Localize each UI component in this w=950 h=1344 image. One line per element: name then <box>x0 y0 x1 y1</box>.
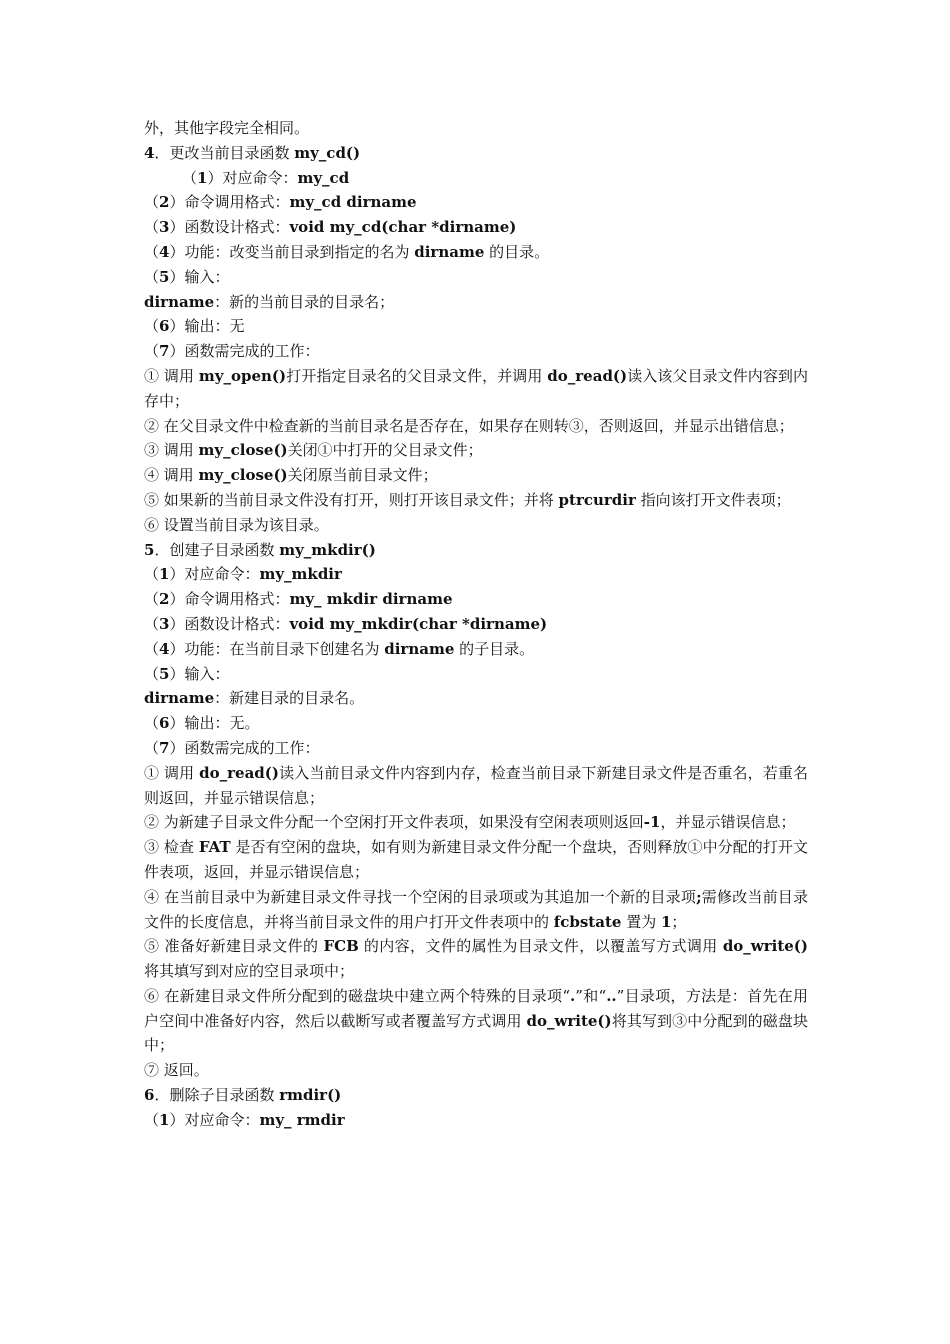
bold-text: my_ mkdir dirname <box>289 590 453 609</box>
text-line <box>144 265 808 290</box>
text-span: 关闭原当前目录文件； <box>287 466 438 485</box>
bold-text: 4 <box>159 639 170 658</box>
text-line <box>144 141 808 166</box>
bold-text: 1 <box>159 1110 170 1129</box>
bold-text: 6 <box>144 1086 155 1105</box>
text-line <box>144 166 808 191</box>
bold-text: 6 <box>159 317 170 336</box>
text-span: （ <box>144 342 160 361</box>
text-line <box>144 364 808 414</box>
text-span: ．更改当前目录函数 <box>154 143 295 162</box>
text-span: ）功能：改变当前目录到指定的名为 <box>169 242 415 261</box>
text-span: 将其填写到对应的空目录项中； <box>144 962 355 981</box>
bold-text: ; <box>696 887 702 906</box>
text-span: ； <box>671 912 687 931</box>
text-span: ⑥ 在新建目录文件所分配到的磁盘块中建立两个特殊的目录项“ <box>144 986 571 1005</box>
bold-text: my_close() <box>198 441 288 460</box>
text-span: （ <box>144 565 160 584</box>
bold-text: 5 <box>159 664 170 683</box>
text-span: ① 调用 <box>144 763 200 782</box>
bold-text: void my_mkdir(char *dirname) <box>289 614 548 633</box>
text-line <box>144 835 808 885</box>
bold-text: my_ rmdir <box>259 1110 345 1129</box>
text-span: ”目录项，方法是：首先在用户空间中准备好内容，然后以截断写或者覆盖写方式调用 <box>144 986 808 1030</box>
text-line <box>144 190 808 215</box>
bold-text: do_read() <box>547 366 628 385</box>
bold-text: my_mkdir <box>259 565 342 584</box>
bold-text: 1 <box>660 912 672 931</box>
text-line <box>144 438 808 463</box>
text-span: ）命令调用格式： <box>169 590 290 609</box>
bold-text: .. <box>606 986 617 1005</box>
text-line <box>144 538 808 563</box>
text-span: ）对应命令： <box>169 565 260 584</box>
text-span: （ <box>144 590 160 609</box>
text-span: （ <box>144 664 160 683</box>
bold-text: do_write() <box>722 937 808 956</box>
text-span: ）输入： <box>169 664 230 683</box>
text-line <box>144 463 808 488</box>
text-line <box>144 686 808 711</box>
bold-text: -1 <box>643 813 661 832</box>
text-span: ”和“ <box>575 986 607 1005</box>
bold-text: dirname <box>384 639 455 658</box>
text-line <box>144 1083 808 1108</box>
text-span: ）输入： <box>169 267 230 286</box>
text-span: ⑦ 返回。 <box>144 1061 209 1080</box>
document-page <box>144 116 808 1133</box>
text-line <box>144 761 808 811</box>
text-span: ）命令调用格式： <box>169 193 290 212</box>
text-span: ④ 调用 <box>144 466 199 485</box>
text-span: ⑤ 如果新的当前目录文件没有打开，则打开该目录文件；并将 <box>144 490 559 509</box>
text-span: 将其写到③中分配到的磁盘块中； <box>144 1011 808 1055</box>
text-span: ：新建目录的目录名。 <box>214 689 365 708</box>
text-line <box>144 562 808 587</box>
text-span: ）输出：无 <box>169 317 245 336</box>
bold-text: 6 <box>159 714 170 733</box>
bold-text: do_write() <box>526 1011 612 1030</box>
text-span: ）对应命令： <box>207 168 298 187</box>
text-span: ）函数设计格式： <box>169 614 290 633</box>
bold-text: my_close() <box>198 466 288 485</box>
text-span: ．创建子目录函数 <box>154 540 280 559</box>
text-span: ．删除子目录函数 <box>154 1086 280 1105</box>
text-line <box>144 240 808 265</box>
text-span: ）函数需完成的工作： <box>169 738 320 757</box>
text-line <box>144 314 808 339</box>
text-span: ⑥ 设置当前目录为该目录。 <box>144 515 329 534</box>
bold-text: 5 <box>159 267 170 286</box>
bold-text: dirname <box>144 689 215 708</box>
bold-text: my_open() <box>198 366 287 385</box>
bold-text: 2 <box>159 590 170 609</box>
text-line <box>144 488 808 513</box>
text-span: 的子目录。 <box>454 639 535 658</box>
text-line <box>144 934 808 984</box>
text-span: 需修改当前目录文件的长度信息，并将当前目录文件的用户打开文件表项中的 <box>144 887 808 931</box>
bold-text: my_cd dirname <box>289 193 417 212</box>
text-line <box>144 612 808 637</box>
text-line <box>144 587 808 612</box>
text-line <box>144 984 808 1058</box>
bold-text: ptrcurdir <box>558 490 636 509</box>
bold-text: my_cd <box>297 168 350 187</box>
bold-text: fcbstate <box>553 912 622 931</box>
text-line <box>144 339 808 364</box>
text-span: 指向该打开文件表项； <box>635 490 791 509</box>
text-span: 置为 <box>621 912 661 931</box>
text-span: ）输出：无。 <box>169 714 260 733</box>
bold-text: 2 <box>159 193 170 212</box>
bold-text: my_cd() <box>294 143 361 162</box>
bold-text: void my_cd(char *dirname) <box>289 218 517 237</box>
bold-text: . <box>570 986 576 1005</box>
text-span: （ <box>144 614 160 633</box>
text-span: ② 为新建子目录文件分配一个空闲打开文件表项，如果没有空闲表项则返回 <box>144 813 644 832</box>
text-span: （ <box>144 242 160 261</box>
text-line <box>144 637 808 662</box>
bold-text: dirname <box>414 242 485 261</box>
bold-text: 1 <box>197 168 208 187</box>
bold-text: 3 <box>159 218 170 237</box>
text-span: （ <box>144 267 160 286</box>
text-line <box>144 215 808 240</box>
bold-text: do_read() <box>199 763 279 782</box>
text-span: （ <box>144 1110 160 1129</box>
text-span: （ <box>144 193 160 212</box>
bold-text: FAT <box>198 838 231 857</box>
text-line <box>144 885 808 935</box>
text-span: ② 在父目录文件中检查新的当前目录名是否存在，如果存在则转③，否则返回，并显示出错信息； <box>144 416 794 435</box>
text-line <box>144 662 808 687</box>
text-line <box>144 736 808 761</box>
text-span: ）功能：在当前目录下创建名为 <box>169 639 385 658</box>
text-span: ，并显示错误信息； <box>660 813 796 832</box>
text-span: （ <box>144 738 160 757</box>
text-line <box>144 1058 808 1083</box>
text-line <box>144 513 808 538</box>
bold-text: FCB <box>323 937 359 956</box>
bold-text: my_mkdir() <box>279 540 376 559</box>
text-span: 的目录。 <box>484 242 550 261</box>
text-span: ）函数设计格式： <box>169 218 290 237</box>
text-line <box>144 414 808 439</box>
bold-text: 7 <box>159 738 170 757</box>
text-span: 读入当前目录文件内容到内存，检查当前目录下新建目录文件是否重名，若重名则返回，并显示错误信息； <box>144 763 808 807</box>
bold-text: 4 <box>144 143 155 162</box>
text-line <box>144 711 808 736</box>
text-span: ）函数需完成的工作： <box>169 342 320 361</box>
text-span: ：新的当前目录的目录名； <box>214 292 395 311</box>
text-span: 的内容，文件的属性为目录文件，以覆盖写方式调用 <box>358 937 723 956</box>
text-line <box>144 1108 808 1133</box>
bold-text: 7 <box>159 342 170 361</box>
text-span: 打开指定目录名的父目录文件，并调用 <box>286 366 548 385</box>
text-span: 是否有空闲的盘块，如有则为新建目录文件分配一个盘块，否则释放①中分配的打开文件表项，返回，并显示错误信息； <box>144 838 808 881</box>
text-span: ③ 调用 <box>144 441 199 460</box>
bold-text: 3 <box>159 614 170 633</box>
text-span: （ <box>144 317 160 336</box>
bold-text: 1 <box>159 565 170 584</box>
text-span: 读入该父目录文件内容到内存中； <box>144 366 808 410</box>
text-line <box>144 290 808 315</box>
bold-text: 5 <box>144 540 155 559</box>
text-line <box>144 116 808 141</box>
text-span: ⑤ 准备好新建目录文件的 <box>144 937 324 956</box>
bold-text: dirname <box>144 292 215 311</box>
text-span: 外，其他字段完全相同。 <box>144 119 310 137</box>
bold-text: 4 <box>159 242 170 261</box>
text-span: （ <box>182 168 198 187</box>
text-span: ④ 在当前目录中为新建目录文件寻找一个空闲的目录项或为其追加一个新的目录项 <box>144 887 697 906</box>
text-span: （ <box>144 714 160 733</box>
text-span: ③ 检查 <box>144 838 199 857</box>
bold-text: rmdir() <box>279 1086 342 1105</box>
text-span: （ <box>144 639 160 658</box>
text-span: ）对应命令： <box>169 1110 260 1129</box>
text-line <box>144 810 808 835</box>
text-span: 关闭①中打开的父目录文件； <box>287 441 483 460</box>
text-span: ① 调用 <box>144 366 199 385</box>
text-span: （ <box>144 218 160 237</box>
